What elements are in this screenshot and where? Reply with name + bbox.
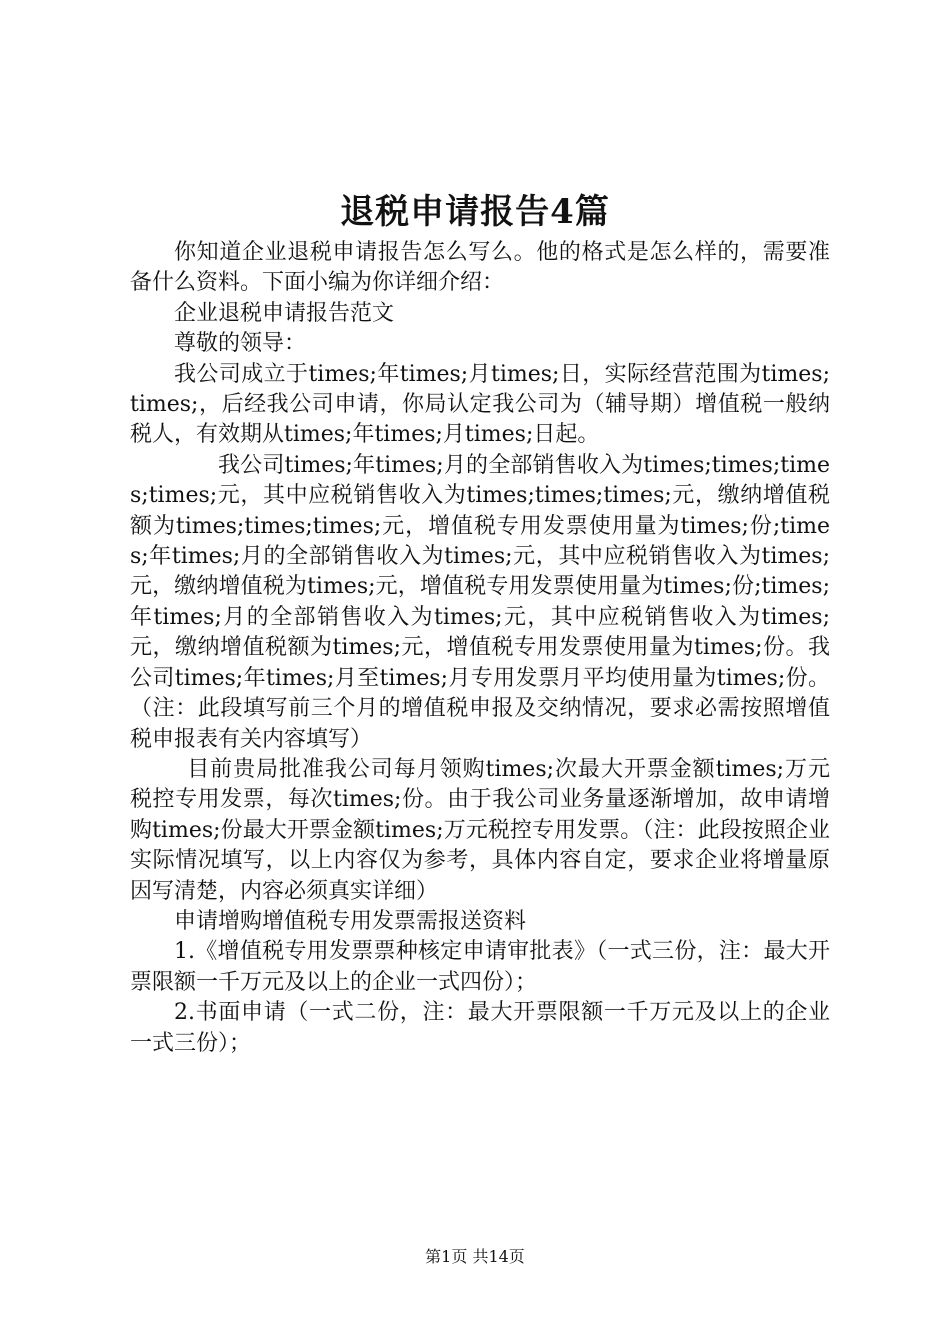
intro-paragraph: 你知道企业退税申请报告怎么写么。他的格式是怎么样的，需要准备什么资料。下面小编为你详细介绍：: [130, 240, 830, 296]
salutation: 尊敬的领导：: [174, 331, 307, 357]
request-reason-paragraph: 目前贵局批准我公司每月领购times;次最大开票金额times;万元税控专用发票，每次times;份。由于我公司业务量逐渐增加，故申请增购times;份最大开票金额times;万元税控专用发票。（注：此段按照企业实际情况填写，以上内容仅为参考，具体内容自定，要求企业将增量原因写清楚，内容必须真实详细）: [130, 756, 830, 904]
materials-item-2: 2.书面申请（一式二份，注：最大开票限额一千万元及以上的企业一式三份）；: [130, 1000, 830, 1056]
document-body: [130, 238, 830, 1059]
materials-item-1: 1.《增值税专用发票票种核定申请审批表》（一式三份，注：最大开票限额一千万元及以上的企业一式四份）；: [130, 939, 830, 995]
document-title: 退税申请报告4篇: [340, 192, 610, 232]
sales-info-paragraph: 我公司times;年times;月的全部销售收入为times;times;times;times;元，其中应税销售收入为times;times;times;元，缴纳增值税额为times;times;times;元，增值税专用发票使用量为times;份;times;年times;月的全部销售收入为times;元，其中应税销售收入为times;元，缴纳增值税为times;元，增值税专用发票使用量为times;份;times;年times;月的全部销售收入为times;元，其中应税销售收入为times;元，缴纳增值税额为times;元，增值税专用发票使用量为times;份。我公司times;年times;月至times;月专用发票月平均使用量为times;份。（注：此段填写前三个月的增值税申报及交纳情况，要求必需按照增值税申报表有关内容填写）: [130, 452, 830, 752]
materials-heading: 申请增购增值税专用发票需报送资料: [174, 908, 527, 934]
page-footer: 第1页 共14页: [425, 1247, 525, 1266]
company-info-paragraph: 我公司成立于times;年times;月times;日，实际经营范围为times;times;，后经我公司申请，你局认定我公司为（辅导期）增值税一般纳税人，有效期从times;年times;月times;日起。: [130, 361, 830, 448]
section-heading-sample: 企业退税申请报告范文: [174, 300, 395, 326]
